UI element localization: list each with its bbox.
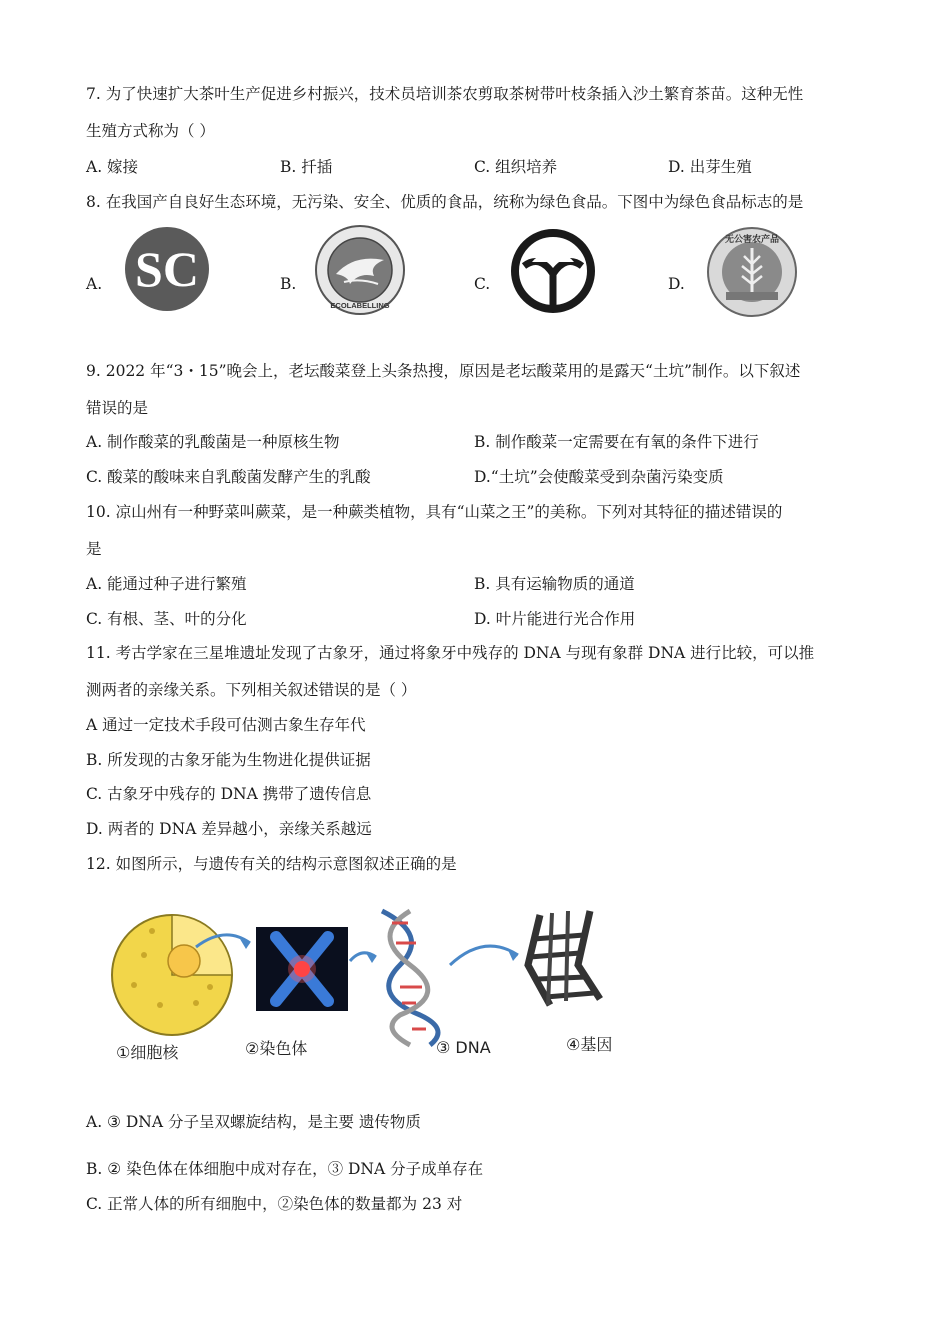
green-food-logo-icon: [510, 228, 596, 318]
q11-option-d: D. 两者的 DNA 差异越小，亲缘关系越远: [86, 820, 372, 838]
caption-dna: ③ DNA: [436, 1038, 491, 1057]
pollution-free-logo-icon: [706, 226, 798, 322]
q7-stem-line2: 生殖方式称为（ ）: [86, 122, 215, 140]
q8-stem: 8. 在我国产自良好生态环境，无污染、安全、优质的食品，统称为绿色食品。下图中为绿色食品标志的是: [86, 193, 804, 211]
q12-stem: 12. 如图所示，与遗传有关的结构示意图叙述正确的是: [86, 855, 457, 873]
q11-option-c: C. 古象牙中残存的 DNA 携带了遗传信息: [86, 785, 372, 803]
q12-option-b: B. ② 染色体在体细胞中成对存在，③ DNA 分子成单存在: [86, 1160, 484, 1178]
chromosome-icon: [256, 927, 348, 1011]
svg-text:ECOLABELLING: ECOLABELLING: [330, 301, 390, 310]
q12-option-a: A. ③ DNA 分子呈双螺旋结构，是主要 遗传物质: [86, 1113, 421, 1131]
q8-option-b: B.: [280, 275, 297, 293]
cell-nucleus-icon: [112, 915, 232, 1035]
q7-option-b: B. 扦插: [280, 158, 333, 176]
q8-option-c: C.: [474, 275, 491, 293]
q10-option-a: A. 能通过种子进行繁殖: [86, 575, 247, 593]
q10-stem-line1: 10. 凉山州有一种野菜叫蕨菜，是一种蕨类植物，具有“山菜之王”的美称。下列对其特征的描述错误的: [86, 503, 783, 521]
q8-option-a: A.: [86, 275, 103, 293]
caption-gene: ④基因: [566, 1035, 613, 1054]
ecolabel-logo-icon: [314, 224, 406, 320]
svg-text:无公害农产品: 无公害农产品: [724, 235, 780, 245]
q11-option-a: A 通过一定技术手段可估测古象生存年代: [86, 716, 366, 734]
q9-stem-line2: 错误的是: [86, 399, 149, 417]
sc-logo-icon: [124, 226, 210, 316]
q9-option-a: A. 制作酸菜的乳酸菌是一种原核生物: [86, 433, 340, 451]
q7-option-a: A. 嫁接: [86, 158, 139, 176]
q7-option-c: C. 组织培养: [474, 158, 558, 176]
q7-option-d: D. 出芽生殖: [668, 158, 752, 176]
caption-nucleus: ①细胞核: [116, 1043, 179, 1062]
q10-option-d: D. 叶片能进行光合作用: [474, 610, 636, 628]
dna-helix-icon: [382, 911, 438, 1045]
q11-stem-line2: 测两者的亲缘关系。下列相关叙述错误的是（ ）: [86, 681, 417, 699]
caption-chromosome: ②染色体: [245, 1039, 308, 1058]
q10-stem-line2: 是: [86, 540, 102, 558]
q7-stem-line1: 7. 为了快速扩大茶叶生产促进乡村振兴，技术员培训茶农剪取茶树带叶枝条插入沙土繁育茶苗。这种无性: [86, 85, 804, 103]
q12-option-c: C. 正常人体的所有细胞中，②染色体的数量都为 23 对: [86, 1195, 463, 1213]
q9-stem-line1: 9. 2022 年“3・15”晚会上，老坛酸菜登上头条热搜，原因是老坛酸菜用的是露天“土坑”制作。以下叙述: [86, 362, 801, 380]
q9-option-b: B. 制作酸菜一定需要在有氧的条件下进行: [474, 433, 759, 451]
genetics-figure: [100, 895, 640, 1079]
gene-ladder-icon: [528, 911, 600, 1005]
q11-option-b: B. 所发现的古象牙能为生物进化提供证据: [86, 751, 371, 769]
q9-option-d: D.“土坑”会使酸菜受到杂菌污染变质: [474, 468, 724, 486]
q9-option-c: C. 酸菜的酸味来自乳酸菌发酵产生的乳酸: [86, 468, 371, 486]
q10-option-c: C. 有根、茎、叶的分化: [86, 610, 247, 628]
q11-stem-line1: 11. 考古学家在三星堆遗址发现了古象牙，通过将象牙中残存的 DNA 与现有象群 DNA 进行比较，可以推: [86, 644, 815, 662]
q8-option-d: D.: [668, 275, 685, 293]
q10-option-b: B. 具有运输物质的通道: [474, 575, 635, 593]
svg-text:SC: SC: [135, 241, 199, 297]
